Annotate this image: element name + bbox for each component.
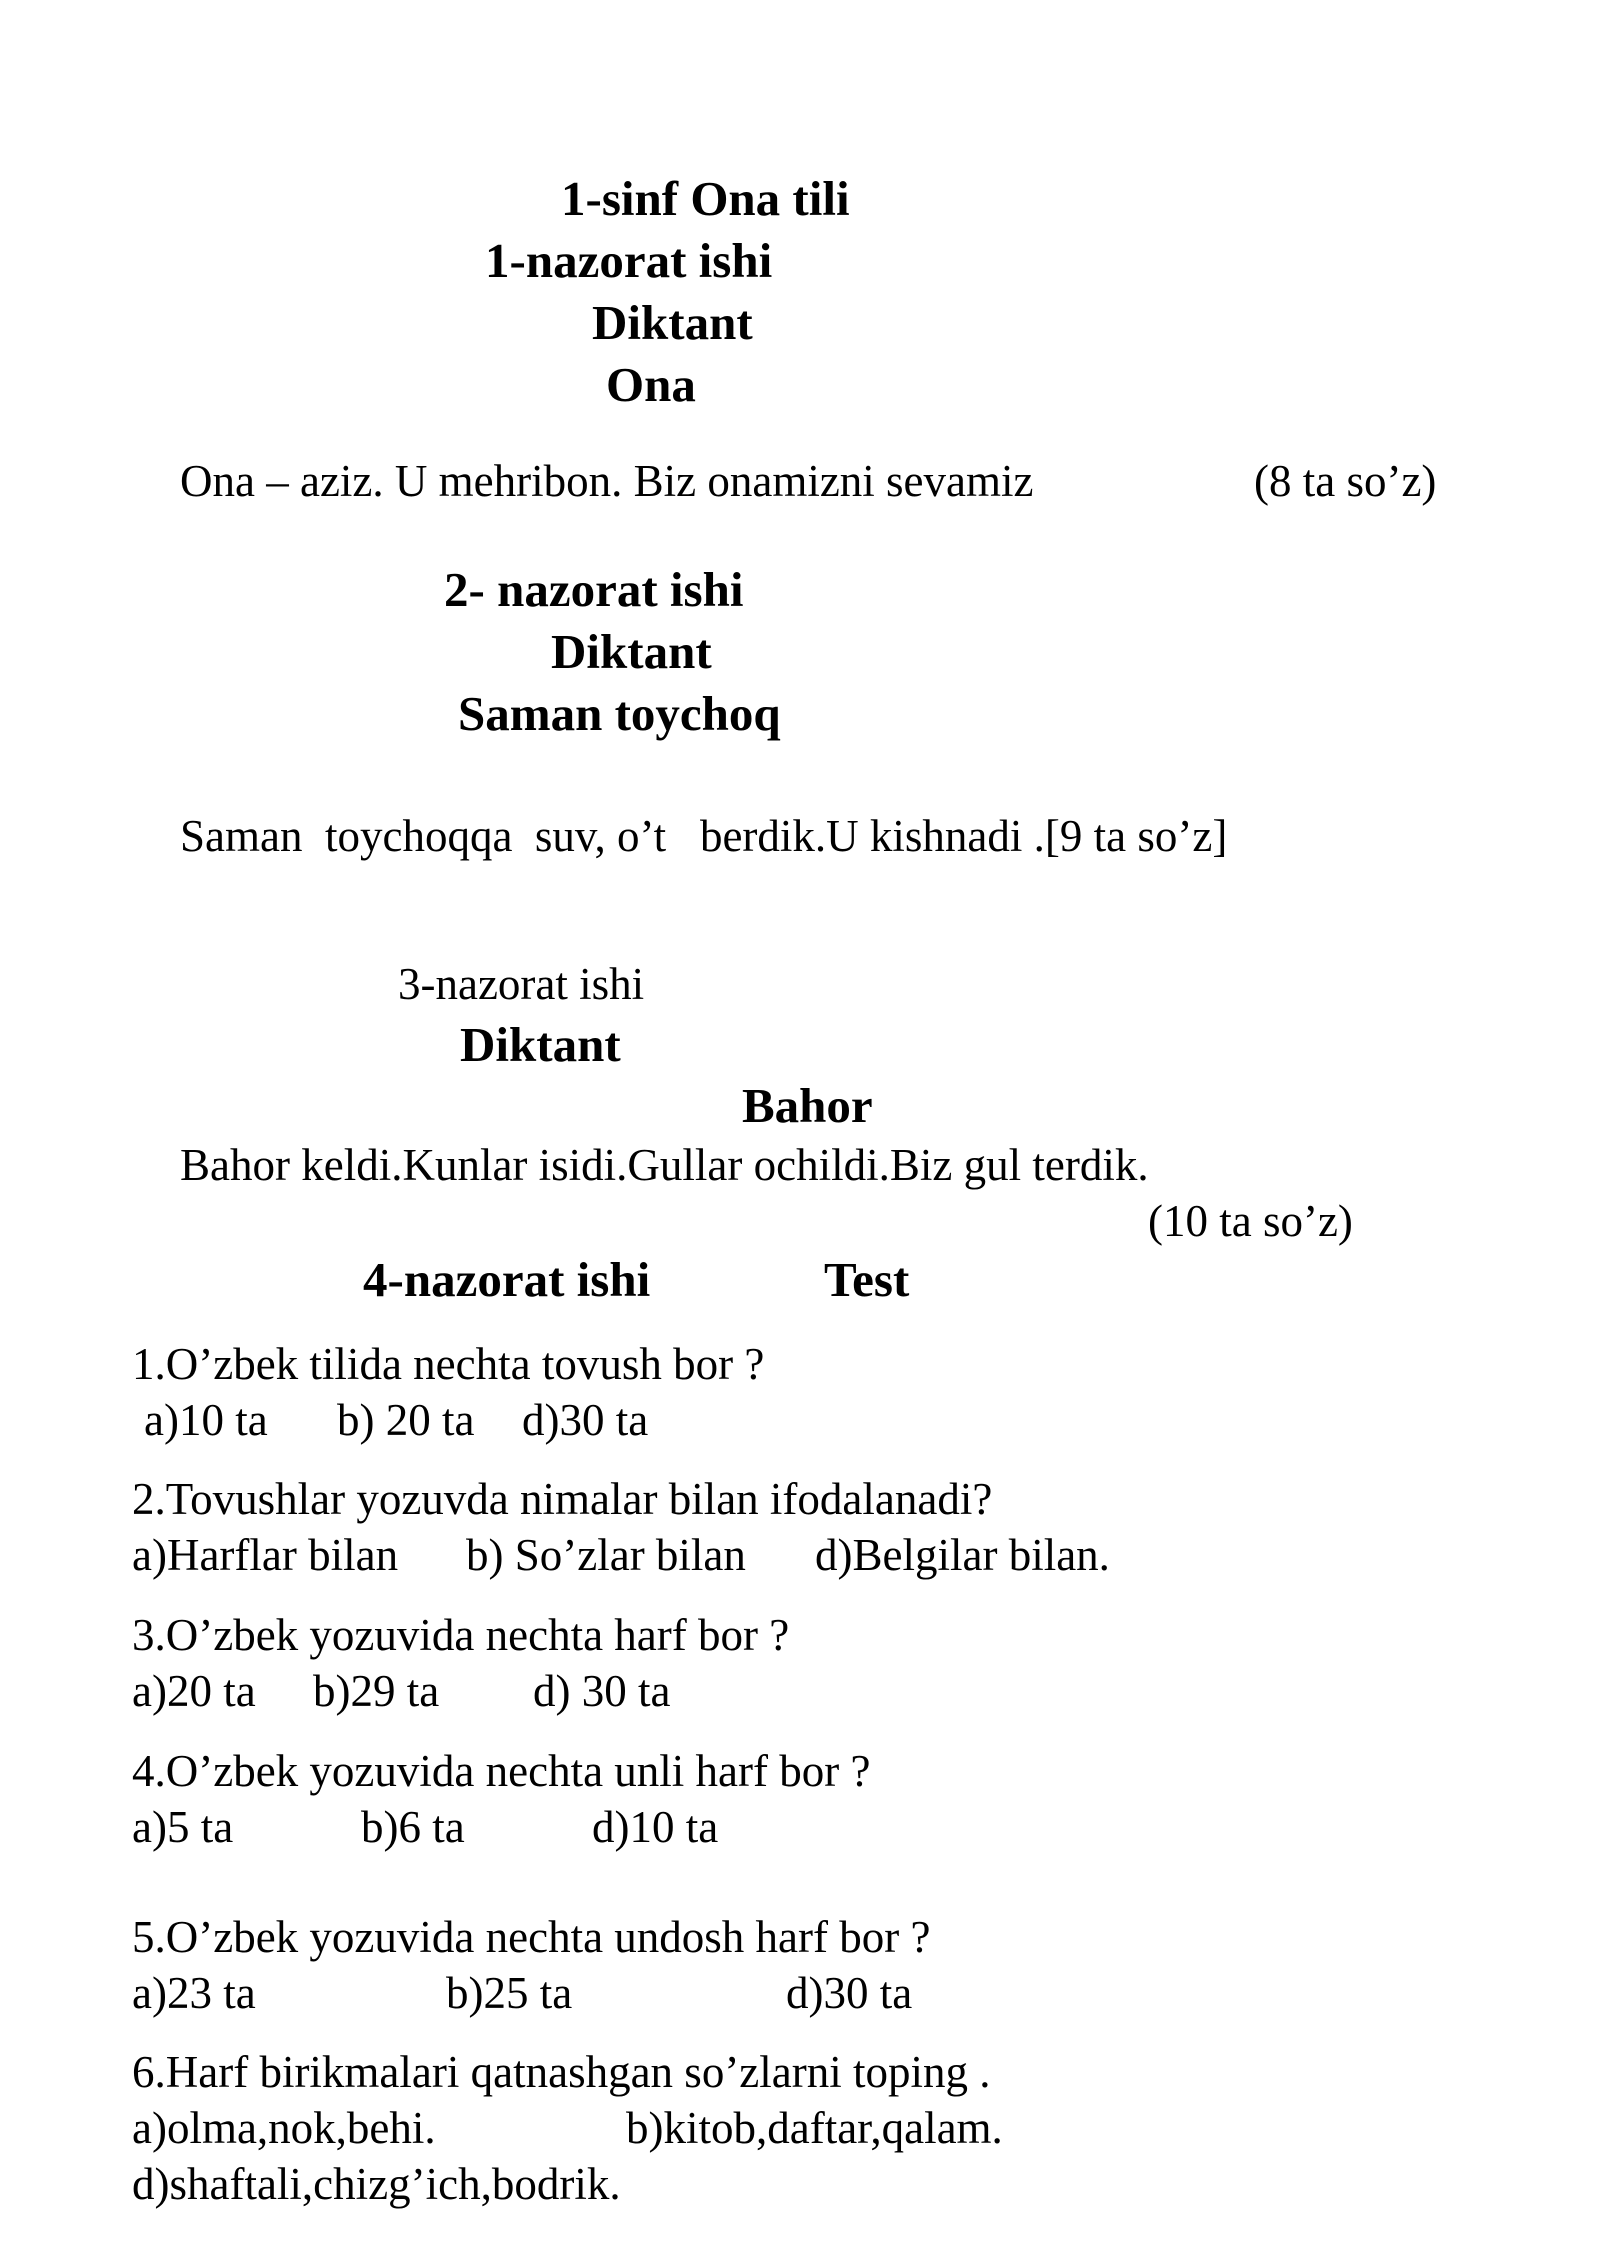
assignment-heading-2: 2- nazorat ishi	[444, 562, 744, 617]
question-4: 4.O’zbek yozuvida nechta unli harf bor ?	[132, 1746, 871, 1796]
question-3-option-a: a)20 ta	[132, 1666, 256, 1716]
assignment-type-4: Test	[824, 1252, 910, 1307]
dictation-topic-2: Saman toychoq	[458, 686, 781, 741]
assignment-heading-3: 3-nazorat ishi	[398, 959, 645, 1009]
assignment-heading-4: 4-nazorat ishi	[363, 1252, 651, 1307]
question-2-option-b: b) So’zlar bilan	[466, 1530, 746, 1580]
assignment-type-2: Diktant	[551, 624, 712, 679]
question-6-option-d: d)shaftali,chizg’ich,bodrik.	[132, 2159, 621, 2209]
question-3-option-d: d) 30 ta	[533, 1666, 671, 1716]
dictation-text-3: Bahor keldi.Kunlar isidi.Gullar ochildi.Biz gul terdik.	[180, 1140, 1149, 1190]
question-3: 3.O’zbek yozuvida nechta harf bor ?	[132, 1610, 790, 1660]
dictation-text-2: Saman toychoqqa suv, o’t berdik.U kishnadi .[9 ta so’z]	[180, 811, 1228, 861]
question-2: 2.Tovushlar yozuvda nimalar bilan ifodalanadi?	[132, 1474, 993, 1524]
assignment-heading-1: 1-nazorat ishi	[485, 233, 773, 288]
question-4-option-d: d)10 ta	[592, 1802, 719, 1852]
question-4-option-a: a)5 ta	[132, 1802, 234, 1852]
question-5: 5.O’zbek yozuvida nechta undosh harf bor ?	[132, 1912, 931, 1962]
assignment-type-3: Diktant	[460, 1017, 621, 1072]
question-1: 1.O’zbek tilida nechta tovush bor ?	[132, 1339, 765, 1389]
question-6-option-a: a)olma,nok,behi.	[132, 2103, 436, 2153]
dictation-text-1: Ona – aziz. U mehribon. Biz onamizni sevamiz	[180, 456, 1034, 506]
question-5-option-d: d)30 ta	[786, 1968, 913, 2018]
question-6-option-b: b)kitob,daftar,qalam.	[626, 2103, 1003, 2153]
question-1-option-b: b) 20 ta	[337, 1395, 475, 1445]
question-2-option-d: d)Belgilar bilan.	[815, 1530, 1110, 1580]
question-1-option-a: a)10 ta	[144, 1395, 268, 1445]
question-5-option-b: b)25 ta	[446, 1968, 573, 2018]
question-1-option-d: d)30 ta	[522, 1395, 649, 1445]
question-6: 6.Harf birikmalari qatnashgan so’zlarni toping .	[132, 2047, 991, 2097]
assignment-type-1: Diktant	[592, 295, 753, 350]
page-title: 1-sinf Ona tili	[561, 171, 850, 226]
question-3-option-b: b)29 ta	[313, 1666, 440, 1716]
question-4-option-b: b)6 ta	[361, 1802, 465, 1852]
dictation-topic-3: Bahor	[742, 1078, 873, 1133]
word-count-1: (8 ta so’z)	[1254, 456, 1437, 506]
question-5-option-a: a)23 ta	[132, 1968, 256, 2018]
word-count-3: (10 ta so’z)	[1148, 1196, 1353, 1246]
question-2-option-a: a)Harflar bilan	[132, 1530, 399, 1580]
dictation-topic-1: Ona	[606, 357, 696, 412]
